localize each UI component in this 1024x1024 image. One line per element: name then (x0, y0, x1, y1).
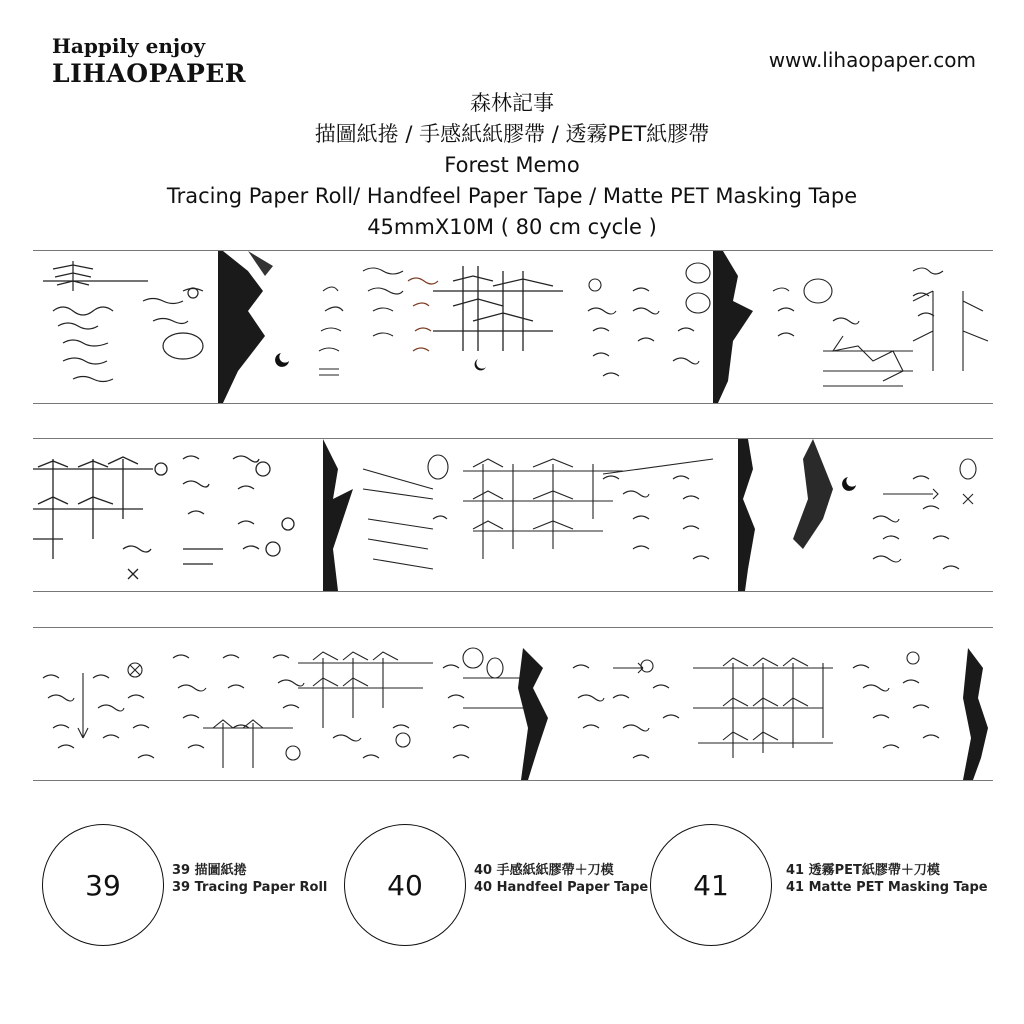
product-number: 39 (85, 868, 121, 902)
product-number-circle-40[interactable] (344, 824, 466, 946)
title-size: 45mmX10M ( 80 cm cycle ) (367, 215, 657, 239)
product-label-41 (786, 862, 988, 896)
forest-memo-pattern-2 (33, 439, 993, 591)
website-url[interactable]: www.lihaopaper.com (768, 48, 976, 72)
title-en-types: Tracing Paper Roll/ Handfeel Paper Tape / Matte PET Masking Tape (166, 184, 858, 208)
product-label-40 (474, 862, 648, 896)
product-label-zh: 39 描圖紙捲 (172, 863, 247, 878)
title-en-name: Forest Memo (444, 153, 580, 177)
product-label-zh: 40 手感紙紙膠帶＋刀模 (474, 863, 614, 878)
title-zh-name: 森林記事 (470, 91, 554, 115)
brand-block (52, 34, 246, 90)
product-number: 41 (693, 868, 729, 902)
forest-memo-pattern-1 (33, 251, 993, 403)
product-number-circle-41[interactable] (650, 824, 772, 946)
product-label-zh: 41 透霧PET紙膠帶＋刀模 (786, 863, 940, 878)
product-label-en: 40 Handfeel Paper Tape (474, 880, 649, 895)
product-number: 40 (387, 868, 423, 902)
product-label-en: 41 Matte PET Masking Tape (786, 880, 988, 895)
product-titles (0, 88, 1024, 243)
title-zh-types: 描圖紙捲 / 手感紙紙膠帶 / 透霧PET紙膠帶 (314, 122, 710, 146)
tape-strip-matte-pet (33, 627, 993, 781)
product-number-circle-39[interactable] (42, 824, 164, 946)
tape-strip-tracing-paper (33, 250, 993, 404)
tape-strip-handfeel-paper (33, 438, 993, 592)
product-label-39 (172, 862, 327, 896)
product-label-en: 39 Tracing Paper Roll (172, 880, 328, 895)
brand-tagline: Happily enjoy (52, 34, 206, 58)
forest-memo-pattern-3 (33, 628, 993, 780)
brand-logo-name: LIHAOPAPER (52, 59, 247, 88)
